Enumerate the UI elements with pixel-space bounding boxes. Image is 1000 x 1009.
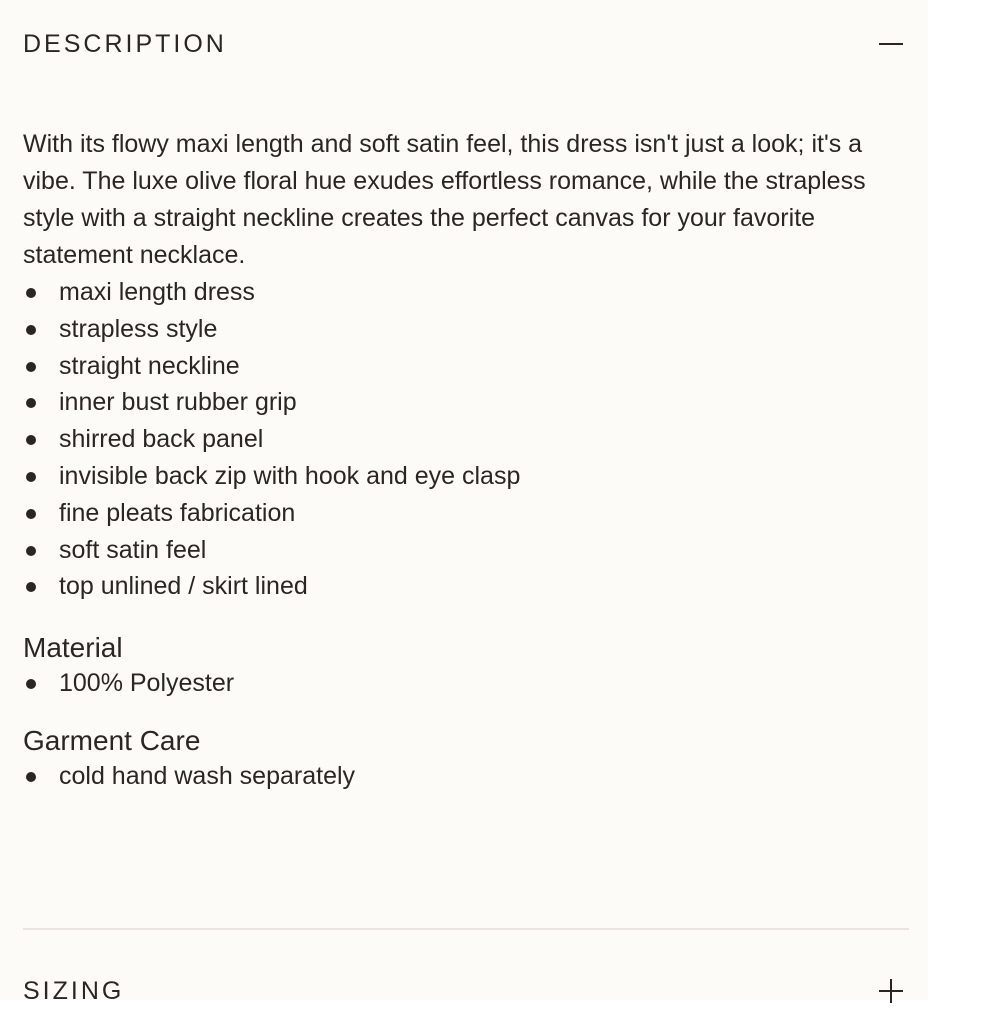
bullet-icon bbox=[26, 679, 36, 689]
material-list bbox=[23, 665, 913, 702]
garment-care-heading: Garment Care bbox=[23, 724, 201, 756]
description-title: DESCRIPTION bbox=[23, 29, 227, 58]
list-item: 100% Polyester bbox=[23, 665, 913, 702]
sizing-title: SIZING bbox=[23, 976, 125, 1005]
bullet-icon bbox=[26, 435, 36, 445]
garment-care-list bbox=[23, 758, 913, 795]
bullet-icon bbox=[26, 509, 36, 519]
material-heading: Material bbox=[23, 632, 123, 664]
minus-icon[interactable] bbox=[879, 32, 903, 56]
bullet-icon bbox=[26, 472, 36, 482]
bullet-icon bbox=[26, 398, 36, 408]
description-accordion-header[interactable] bbox=[23, 26, 905, 62]
bullet-icon bbox=[26, 772, 36, 782]
description-content bbox=[23, 126, 913, 795]
section-divider bbox=[23, 928, 909, 930]
list-item: inner bust rubber grip bbox=[23, 384, 913, 421]
plus-icon[interactable] bbox=[879, 979, 903, 1003]
bullet-icon bbox=[26, 546, 36, 556]
list-item: cold hand wash separately bbox=[23, 758, 913, 795]
list-item: straight neckline bbox=[23, 348, 913, 385]
list-item: shirred back panel bbox=[23, 421, 913, 458]
bullet-icon bbox=[26, 325, 36, 335]
list-item: fine pleats fabrication bbox=[23, 495, 913, 532]
bullet-icon bbox=[26, 288, 36, 298]
features-list bbox=[23, 274, 913, 605]
bullet-icon bbox=[26, 362, 36, 372]
sizing-accordion-header[interactable] bbox=[23, 973, 905, 1009]
description-paragraph: With its flowy maxi length and soft satin feel, this dress isn't just a look; it's a vibe. The luxe olive floral hue exudes effortless romance, while the strapless style with a straight neckline creates the perfect canvas for your favorite statement necklace. bbox=[23, 130, 866, 269]
list-item: invisible back zip with hook and eye clasp bbox=[23, 458, 913, 495]
list-item: strapless style bbox=[23, 311, 913, 348]
bullet-icon bbox=[26, 582, 36, 592]
list-item: soft satin feel bbox=[23, 532, 913, 569]
list-item: maxi length dress bbox=[23, 274, 913, 311]
list-item: top unlined / skirt lined bbox=[23, 568, 913, 605]
